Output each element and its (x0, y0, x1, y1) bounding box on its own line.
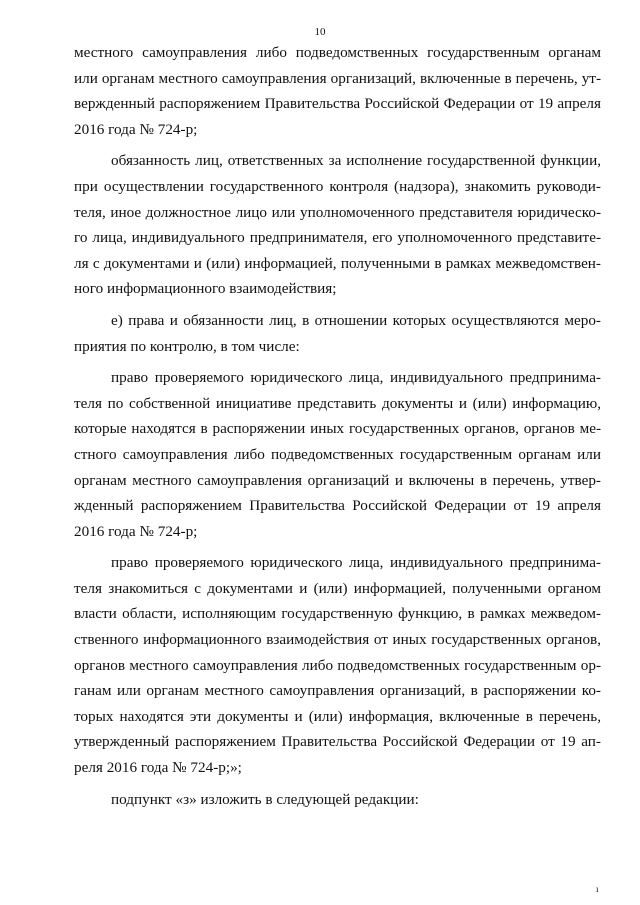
document-body (74, 40, 601, 818)
text-line: ганам или органам местного самоуправления организаций, в распоряжении ко- (74, 682, 601, 700)
paragraph-subitem-e (74, 308, 601, 359)
text-line: ля с документами и (или) информацией, полученными в рамках межведомствен- (74, 254, 601, 272)
text-line: стного самоуправления либо подведомственных государственным органам или (74, 445, 601, 463)
paragraph-duty-of-officials (74, 148, 601, 302)
text-line: теля по собственной инициативе представить документы и (или) информацию, (74, 394, 601, 412)
text-line: утвержденный распоряжением Правительства Российской Федерации от 19 ап- (74, 733, 601, 751)
text-line: 2016 года № 724-р; (74, 120, 198, 138)
text-line: го лица, индивидуального предпринимателя, его уполномоченного представите- (74, 229, 601, 247)
text-line: е) права и обязанности лиц, в отношении которых осуществляются меро- (111, 311, 601, 329)
paragraph-right-to-submit (74, 365, 601, 544)
text-line: обязанность лиц, ответственных за исполнение государственной функции, (111, 152, 601, 170)
paragraph-subitem-z (74, 787, 601, 813)
text-line: теля знакомиться с документами и (или) информацией, полученными органом (74, 579, 601, 597)
corner-mark: ı (596, 884, 599, 894)
text-line: право проверяемого юридического лица, индивидуального предпринима- (111, 554, 601, 572)
text-line: органам местного самоуправления организаций и включены в перечень, утвер- (74, 471, 601, 489)
text-line: или органам местного самоуправления организаций, включенные в перечень, ут- (74, 69, 601, 87)
text-line: торых находятся эти документы и (или) информация, включенные в перечень, (74, 707, 601, 725)
text-line: теля, иное должностное лицо или уполномоченного представителя юридическо- (74, 203, 601, 221)
text-line: 2016 года № 724-р; (74, 522, 198, 540)
text-line: вержденный распоряжением Правительства Российской Федерации от 19 апреля (74, 95, 601, 113)
text-line: местного самоуправления либо подведомственных государственным органам (74, 44, 601, 61)
text-line: власти области, исполняющим государственную функцию, в рамках межведом- (74, 605, 601, 623)
page-number: 10 (314, 26, 326, 38)
text-line: право проверяемого юридического лица, индивидуального предпринима- (111, 369, 601, 387)
text-line: органов местного самоуправления либо подведомственных государственным ор- (74, 656, 601, 674)
paragraph-continuation (74, 40, 601, 142)
text-line: реля 2016 года № 724-р;»; (74, 759, 242, 777)
text-line: которые находятся в распоряжении иных государственных органов, органов ме- (74, 420, 601, 438)
text-line: подпункт «з» изложить в следующей редакции: (111, 790, 419, 808)
text-line: жденный распоряжением Правительства Российской Федерации от 19 апреля (74, 497, 601, 515)
text-line: ного информационного взаимодействия; (74, 280, 337, 298)
paragraph-right-to-review (74, 550, 601, 780)
text-line: приятия по контролю, в том числе: (74, 337, 300, 355)
text-line: ственного информационного взаимодействия от иных государственных органов, (74, 631, 601, 649)
text-line: при осуществлении государственного контроля (надзора), знакомить руководи- (74, 177, 601, 195)
